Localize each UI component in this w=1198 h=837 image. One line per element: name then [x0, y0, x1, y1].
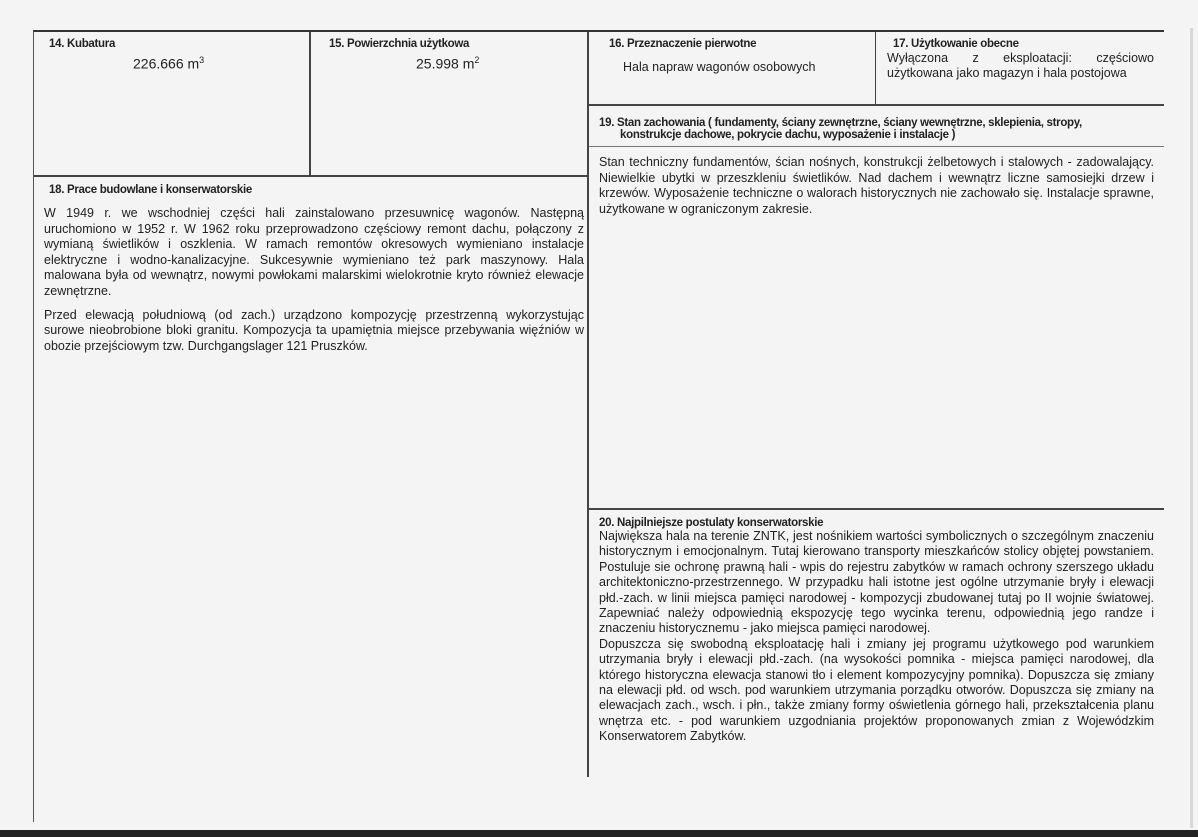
postulaty-header: 20. Najpilniejsze postulaty konserwatorskie: [599, 517, 824, 529]
section-stan-zachowania: [599, 117, 1154, 217]
divider-v-16-17: [875, 32, 876, 104]
powierzchnia-value-text: 25.998 m: [416, 55, 475, 72]
przeznaczenie-text: Hala napraw wagonów osobowych: [623, 60, 816, 74]
kubatura-value-text: 226.666 m: [133, 55, 200, 72]
prace-paragraph-1: W 1949 r. we wschodniej części hali zainstalowano przesuwnicę wagonów. Następną uruchomiono w 1952 r. W 1962 roku przeprowadzono częściowy remont dachu, połączony z wymianą świetlików i oszklenia. W ramach remontów okresowych wymieniano instalacje elektryczne i wodno-kanalizacyjne. Sukcesywnie wymieniano też park maszynowy. Hala malowana była od wewnątrz, nowymi powłokami malarskimi wielokrotnie kryto również elewacje zewnętrzne.: [44, 206, 584, 298]
section-uzytkowanie: [887, 38, 1154, 80]
section-powierzchnia: [329, 38, 584, 72]
powierzchnia-unit-sup: 2: [474, 55, 480, 65]
section-prace-budowlane: [44, 184, 584, 354]
kubatura-value: [133, 55, 304, 72]
prace-header: 18. Prace budowlane i konserwatorskie: [49, 184, 253, 196]
powierzchnia-header: 15. Powierzchnia użytkowa: [329, 38, 470, 50]
section-kubatura: [49, 38, 304, 72]
kubatura-unit-sup: 3: [199, 55, 205, 65]
divider-h-left-18: [34, 175, 589, 177]
prace-paragraph-2: Przed elewacją południową (od zach.) urządzono kompozycję przestrzenną wykorzystując surowe nieobrobione bloki granitu. Kompozycja ta upamiętnia miejsce przebywania więźniów w obozie przejściowym tzw. Durchgangslager 121 Pruszków.: [44, 307, 584, 353]
divider-h-top-right: [589, 104, 1164, 106]
postulaty-paragraph-2: Dopuszcza się swobodną eksploatację hali i zmiany jej programu użytkowego pod warunkiem utrzymania bryły i elewacji płd.-zach. (na wysokości pomnika - miejsca pamięci narodowej, dla którego historyczna elewacja stanowi tło i element kompozycyjny pomnika). Dopuszcza się zmiany na elewacji płd. od wsch. pod warunkiem utrzymania porządku otworów. Dopuszcza się zmiany na elewacjach zach., wsch. i płn., także zmiany formy oświetlenia górnego hali, przekształcenia planu wnętrza etc. - pod warunkiem uzgodniania projektów proponowanych zmian z Wojewódzkim Konserwatorem Zabytków.: [599, 636, 1154, 744]
stan-zachowania-text: Stan techniczny fundamentów, ścian nośnych, konstrukcji żelbetowych i stalowych - zadowalający. Niewielkie ubytki w przeszkleniu świetlików. Nad dachem i wewnątrz liczne samosiejki drzew i krzewów. Wyposażenie techniczne o walorach historycznych nie zachowało się. Instalacje sprawne, użytkowane w ograniczonym zakresie.: [599, 155, 1154, 216]
scan-right-edge: [1190, 28, 1193, 828]
stan-zachowania-header-2: konstrukcje dachowe, pokrycie dachu, wyposażenie i instalacje ): [620, 129, 956, 141]
divider-v-main: [587, 32, 589, 777]
uzytkowanie-text: Wyłączona z eksploatacji: częściowo użytkowana jako magazyn i hala postojowa: [887, 51, 1154, 80]
stan-zachowania-header-1: 19. Stan zachowania ( fundamenty, ściany zewnętrzne, ściany wewnętrzne, sklepienia, stropy,: [599, 117, 1082, 129]
record-card: [33, 30, 1164, 822]
divider-h-19-20: [589, 508, 1164, 510]
kubatura-header: 14. Kubatura: [49, 38, 116, 50]
powierzchnia-value: [416, 55, 584, 72]
postulaty-paragraph-1: Największa hala na terenie ZNTK, jest nośnikiem wartości symbolicznych o szczególnym znaczeniu historycznym i emocjonalnym. Tutaj kierowano transporty mieszkańców stolicy objętej powstaniem. Postuluje sie ochronę prawną hali - wpis do rejestru zabytków w ramach ochrony szerszego układu architektoniczno-przestrzennego. W przypadku hali istotne jest ogólne utrzymanie bryły i elewacji płd.-zach. w linii miejsca pamięci narodowej - kompozycji zbudowanej tutaj po II wojnie światowej. Zapewniać należy odpowiednią ekspozycję tego wycinka terenu, odpowiednią jego randze i znaczeniu historycznemu - jako miejsca pamięci narodowej.: [599, 529, 1154, 636]
section-postulaty: [599, 517, 1154, 745]
divider-v-14-15: [309, 32, 311, 177]
uzytkowanie-header: 17. Użytkowanie obecne: [893, 38, 1019, 50]
scan-bottom-edge: [0, 830, 1198, 837]
section-przeznaczenie: [609, 38, 871, 74]
przeznaczenie-header: 16. Przeznaczenie pierwotne: [609, 38, 757, 50]
